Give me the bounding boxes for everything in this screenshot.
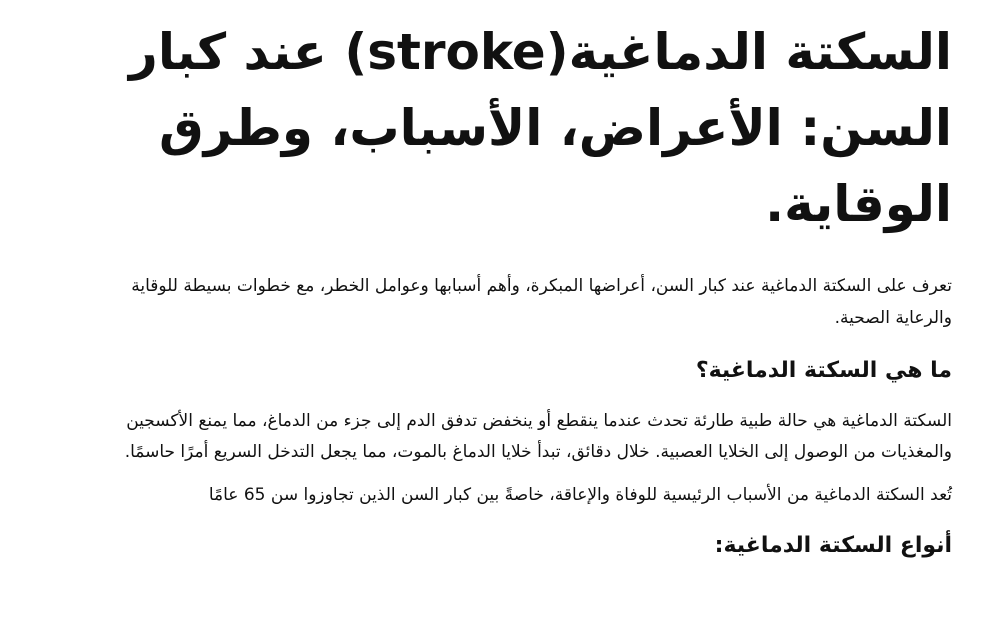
statistics-paragraph: تُعد السكتة الدماغية من الأسباب الرئيسية للوفاة والإعاقة، خاصةً بين كبار السن الذين تجاوزوا سن 65 عامًا bbox=[208, 485, 952, 505]
article-title: السكتة الدماغية(stroke) عند كبار السن: الأعراض، الأسباب، وطرق الوقاية. bbox=[129, 23, 952, 233]
section-heading-stroke-types: أنواع السكتة الدماغية: bbox=[714, 533, 952, 558]
definition-paragraph: السكتة الدماغية هي حالة طبية طارئة تحدث عندما ينقطع أو ينخفض تدفق الدم إلى جزء من الدماغ، مما يمنع الأكسجين والمغذيات من الوصول إلى الخلايا العصبية. خلال دقائق، تبدأ خلايا الدماغ بالموت، مما يجعل التدخل السريع أمرًا حاسمًا. bbox=[124, 411, 952, 462]
article-intro: تعرف على السكتة الدماغية عند كبار السن، أعراضها المبكرة، وأهم أسبابها وعوامل الخطر، مع خطوات بسيطة للوقاية والرعاية الصحية. bbox=[131, 276, 952, 328]
section-heading-what-is-stroke: ما هي السكتة الدماغية؟ bbox=[695, 358, 952, 383]
